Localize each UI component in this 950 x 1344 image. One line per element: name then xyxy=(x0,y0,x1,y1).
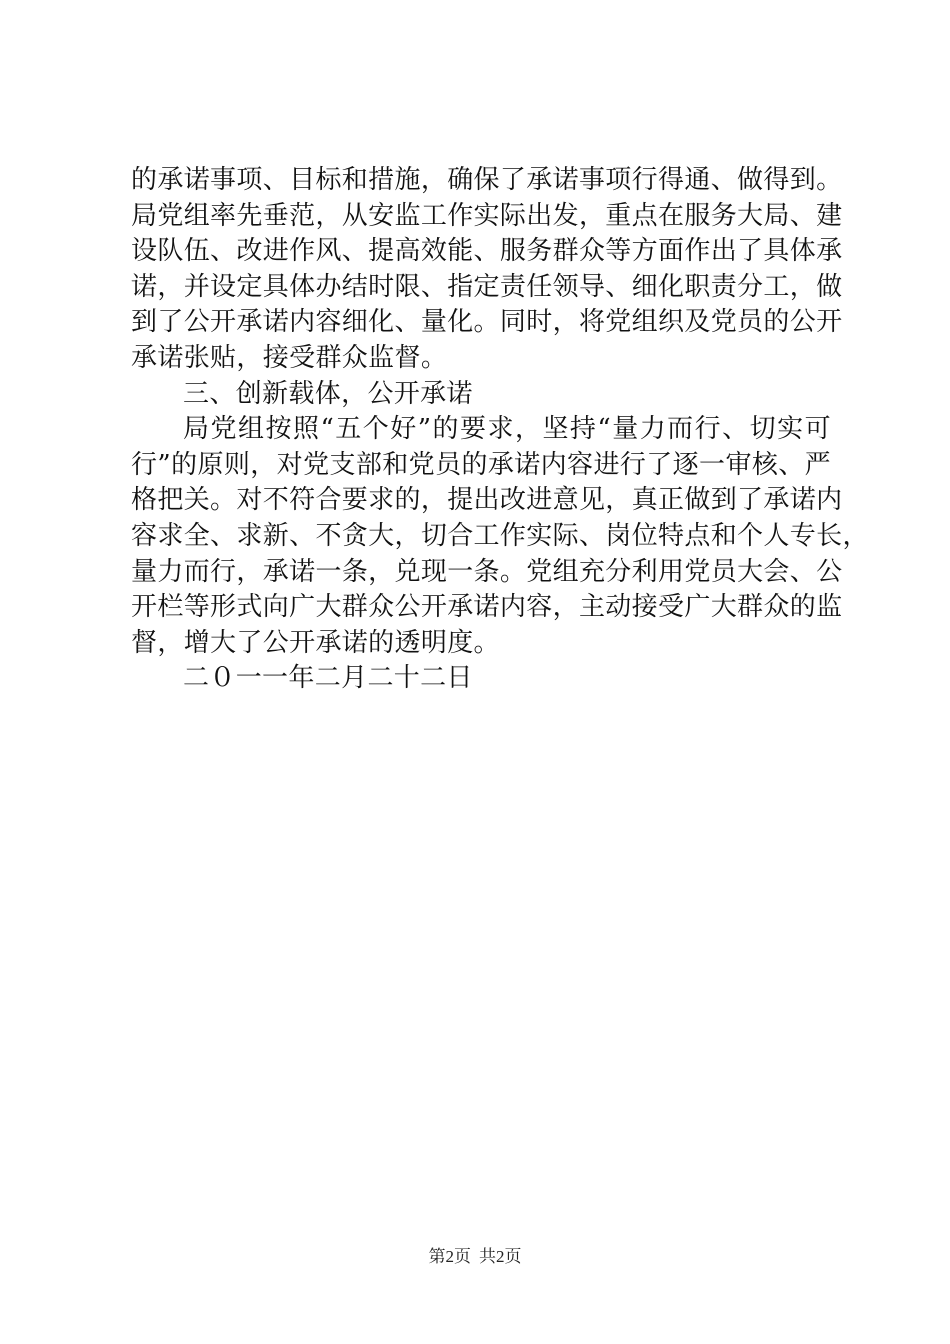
text-line: 到了公开承诺内容细化、量化。同时，将党组织及党员的公开 xyxy=(131,307,843,338)
text-line: 督，增大了公开承诺的透明度。 xyxy=(131,627,500,658)
text-line: 的承诺事项、目标和措施，确保了承诺事项行得通、做得到。 xyxy=(131,165,843,195)
text-line: 局党组率先垂范，从安监工作实际出发，重点在服务大局、建 xyxy=(131,200,843,231)
text-line: 容求全、求新、不贪大，切合工作实际、岗位特点和个人专长， xyxy=(131,520,869,551)
page-footer xyxy=(0,1242,950,1267)
text-line: 行”的原则，对党支部和党员的承诺内容进行了逐一审核、严 xyxy=(131,449,831,480)
text-line: 局党组按照“五个好”的要求，坚持“量力而行、切实可 xyxy=(183,414,831,445)
page-total: 共2页 xyxy=(479,1247,522,1266)
text-line: 格把关。对不符合要求的，提出改进意见，真正做到了承诺内 xyxy=(131,485,843,516)
text-line: 量力而行，承诺一条，兑现一条。党组充分利用党员大会、公 xyxy=(131,556,843,587)
text-line: 开栏等形式向广大群众公开承诺内容，主动接受广大群众的监 xyxy=(131,592,843,623)
document-body xyxy=(131,163,869,697)
document-date: 二０一一年二月二十二日 xyxy=(183,663,473,694)
page-number: 第2页 xyxy=(428,1247,471,1266)
section-heading: 三、创新载体，公开承诺 xyxy=(183,378,473,409)
text-line: 承诺张贴，接受群众监督。 xyxy=(131,342,448,373)
text-line: 诺，并设定具体办结时限、指定责任领导、细化职责分工，做 xyxy=(131,271,843,302)
text-line: 设队伍、改进作风、提高效能、服务群众等方面作出了具体承 xyxy=(131,236,843,267)
